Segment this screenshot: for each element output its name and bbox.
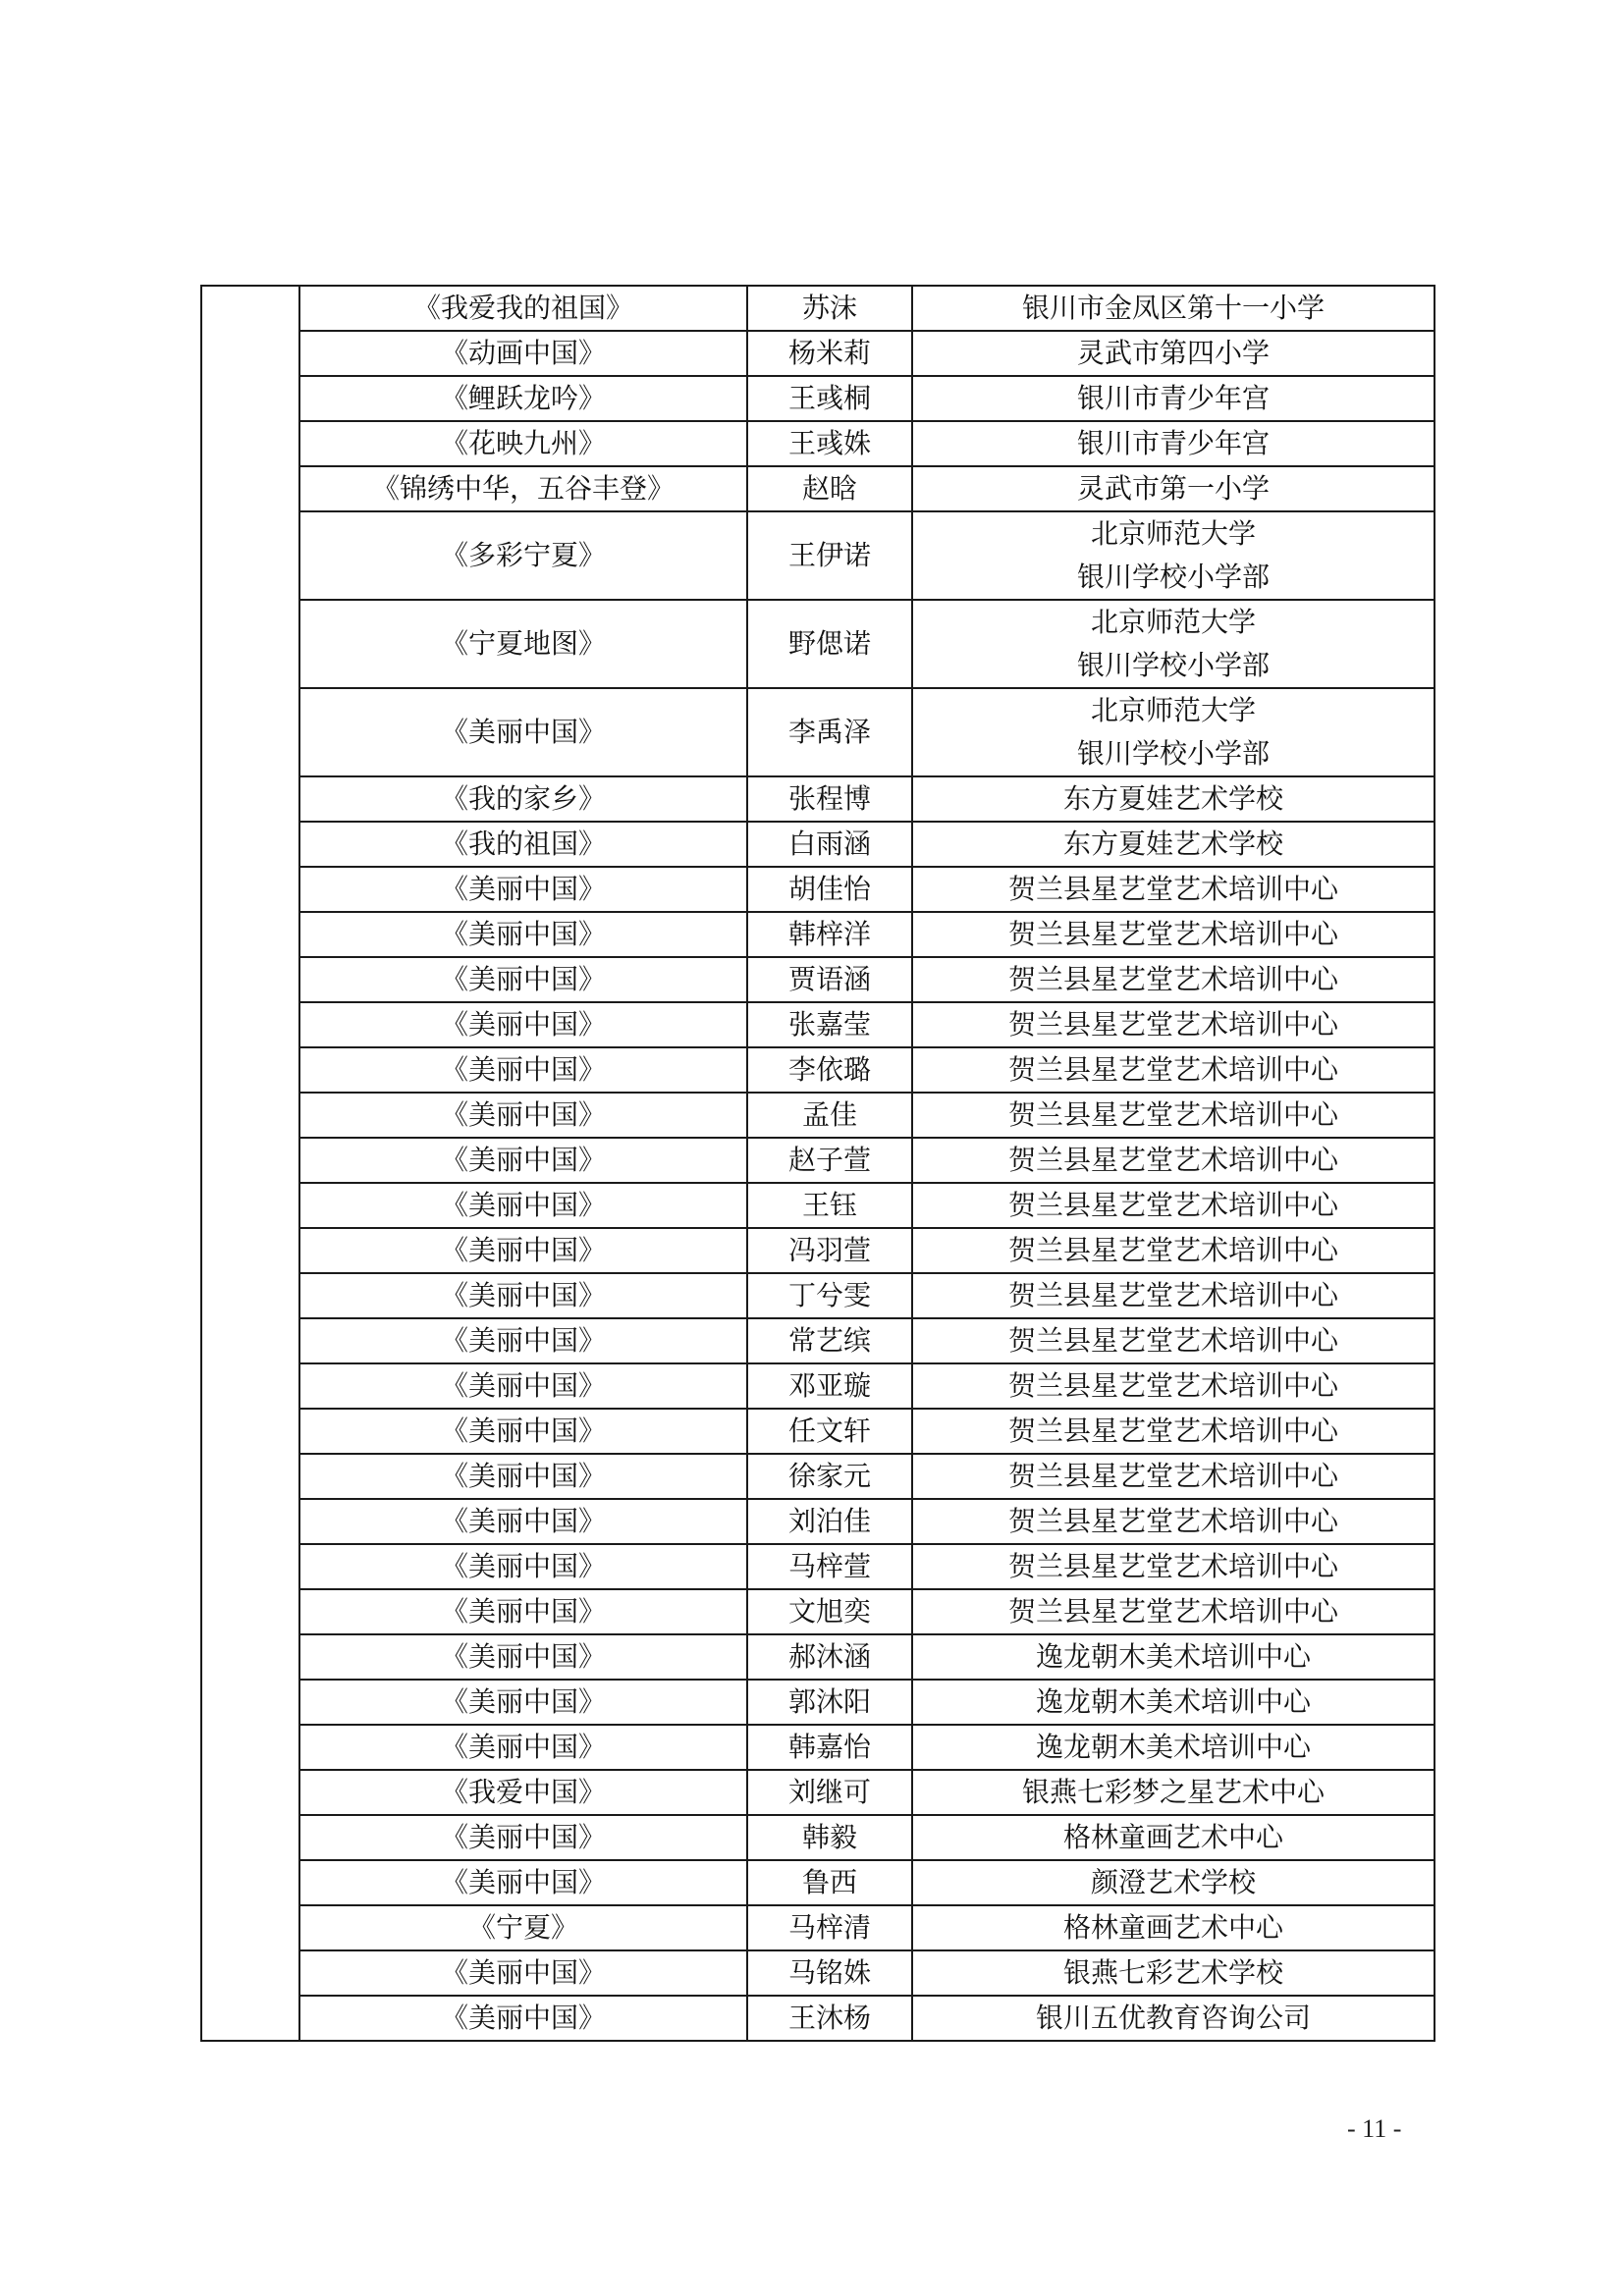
organization-cell [912,1138,1435,1183]
author-name-cell: 苏沫 [747,286,912,331]
work-title-cell: 《美丽中国》 [299,1409,747,1454]
organization-line: 银川市青少年宫 [1076,382,1270,414]
work-title-cell: 《美丽中国》 [299,957,747,1002]
organization-line: 东方夏娃艺术学校 [1062,828,1283,860]
table-row [201,1318,1435,1363]
table-row [201,912,1435,957]
author-name-cell: 李禹泽 [747,688,912,776]
table-row [201,1228,1435,1273]
organization-line: 东方夏娃艺术学校 [1062,782,1283,815]
organization-cell [912,1363,1435,1409]
organization-line: 贺兰县星艺堂艺术培训中心 [1007,1144,1338,1176]
table-row [201,1589,1435,1634]
author-name-cell: 赵晗 [747,466,912,511]
table-row [201,1138,1435,1183]
organization-cell [912,1905,1435,1950]
work-title-cell: 《美丽中国》 [299,1634,747,1680]
table-row [201,1047,1435,1093]
work-title-cell: 《多彩宁夏》 [299,511,747,600]
table-row [201,1905,1435,1950]
author-name-cell: 王彧姝 [747,421,912,466]
work-title-cell: 《美丽中国》 [299,1544,747,1589]
organization-line: 颜澄艺术学校 [1090,1866,1256,1898]
author-name-cell: 杨米莉 [747,331,912,376]
work-title-cell: 《动画中国》 [299,331,747,376]
work-title-cell: 《美丽中国》 [299,1273,747,1318]
organization-cell [912,1318,1435,1363]
table-row [201,1634,1435,1680]
organization-cell [912,1047,1435,1093]
organization-cell [912,1544,1435,1589]
author-name-cell: 王彧桐 [747,376,912,421]
table-row [201,421,1435,466]
organization-line: 银川市青少年宫 [1076,427,1270,459]
table-row [201,957,1435,1002]
work-title-cell: 《宁夏地图》 [299,600,747,688]
author-name-cell: 赵子萱 [747,1138,912,1183]
work-title-cell: 《美丽中国》 [299,1996,747,2041]
organization-cell [912,1183,1435,1228]
organization-cell [912,1499,1435,1544]
author-name-cell: 胡佳怡 [747,867,912,912]
table-row [201,286,1435,331]
table-row [201,1183,1435,1228]
author-name-cell: 鲁西 [747,1860,912,1905]
organization-cell [912,1273,1435,1318]
author-name-cell: 常艺缤 [747,1318,912,1363]
organization-line: 贺兰县星艺堂艺术培训中心 [1007,1279,1338,1311]
author-name-cell: 文旭奕 [747,1589,912,1634]
table-row [201,1002,1435,1047]
organization-line: 灵武市第四小学 [1076,337,1270,369]
table-row [201,1363,1435,1409]
author-name-cell: 马梓清 [747,1905,912,1950]
table-row [201,1680,1435,1725]
organization-line: 银燕七彩艺术学校 [1062,1956,1283,1989]
organization-line: 北京师范大学 [1090,694,1256,726]
work-title-cell: 《美丽中国》 [299,688,747,776]
table-body [201,286,1435,2041]
organization-line: 贺兰县星艺堂艺术培训中心 [1007,918,1338,950]
organization-line: 灵武市第一小学 [1076,472,1270,505]
organization-line: 格林童画艺术中心 [1062,1821,1283,1853]
work-title-cell: 《美丽中国》 [299,1228,747,1273]
work-title-cell: 《美丽中国》 [299,1680,747,1725]
author-name-cell: 任文轩 [747,1409,912,1454]
organization-line: 贺兰县星艺堂艺术培训中心 [1007,963,1338,995]
organization-line: 北京师范大学 [1090,517,1256,550]
work-title-cell: 《美丽中国》 [299,1002,747,1047]
organization-cell [912,1996,1435,2041]
organization-line: 贺兰县星艺堂艺术培训中心 [1007,1505,1338,1537]
award-list-table [200,285,1435,2042]
table-row [201,1499,1435,1544]
organization-cell [912,466,1435,511]
author-name-cell: 王沐杨 [747,1996,912,2041]
work-title-cell: 《美丽中国》 [299,1815,747,1860]
work-title-cell: 《美丽中国》 [299,1860,747,1905]
table-row [201,1409,1435,1454]
table-row [201,511,1435,600]
organization-cell [912,1093,1435,1138]
organization-cell [912,511,1435,600]
organization-line: 银川学校小学部 [1076,649,1270,681]
author-name-cell: 郝沐涵 [747,1634,912,1680]
organization-cell [912,912,1435,957]
organization-line: 银川市金凤区第十一小学 [1021,292,1325,324]
author-name-cell: 韩梓洋 [747,912,912,957]
work-title-cell: 《美丽中国》 [299,1499,747,1544]
organization-cell [912,1950,1435,1996]
author-name-cell: 马梓萱 [747,1544,912,1589]
work-title-cell: 《美丽中国》 [299,1047,747,1093]
table-row [201,376,1435,421]
table-row [201,867,1435,912]
organization-line: 银川五优教育咨询公司 [1035,2002,1311,2034]
organization-cell [912,1815,1435,1860]
table-row [201,1770,1435,1815]
organization-cell [912,1589,1435,1634]
organization-cell [912,331,1435,376]
work-title-cell: 《我的家乡》 [299,776,747,822]
work-title-cell: 《美丽中国》 [299,1725,747,1770]
organization-line: 银川学校小学部 [1076,737,1270,770]
organization-cell [912,776,1435,822]
organization-line: 逸龙朝木美术培训中心 [1035,1685,1311,1718]
author-name-cell: 韩嘉怡 [747,1725,912,1770]
author-name-cell: 郭沐阳 [747,1680,912,1725]
table-row [201,1996,1435,2041]
table-row [201,466,1435,511]
organization-line: 贺兰县星艺堂艺术培训中心 [1007,1415,1338,1447]
author-name-cell: 马铭姝 [747,1950,912,1996]
category-cell [201,286,299,2041]
organization-line: 逸龙朝木美术培训中心 [1035,1640,1311,1673]
organization-cell [912,376,1435,421]
author-name-cell: 丁兮雯 [747,1273,912,1318]
table-row [201,1860,1435,1905]
table-row [201,822,1435,867]
work-title-cell: 《我爱我的祖国》 [299,286,747,331]
author-name-cell: 冯羽萱 [747,1228,912,1273]
table-row [201,600,1435,688]
organization-cell [912,1680,1435,1725]
organization-cell [912,1002,1435,1047]
organization-cell [912,1725,1435,1770]
organization-cell [912,1770,1435,1815]
table-row [201,688,1435,776]
organization-line: 贺兰县星艺堂艺术培训中心 [1007,1550,1338,1582]
organization-line: 格林童画艺术中心 [1062,1911,1283,1944]
organization-line: 贺兰县星艺堂艺术培训中心 [1007,873,1338,905]
work-title-cell: 《美丽中国》 [299,1183,747,1228]
work-title-cell: 《鲤跃龙吟》 [299,376,747,421]
organization-line: 贺兰县星艺堂艺术培训中心 [1007,1460,1338,1492]
organization-line: 贺兰县星艺堂艺术培训中心 [1007,1369,1338,1402]
author-name-cell: 张嘉莹 [747,1002,912,1047]
work-title-cell: 《美丽中国》 [299,867,747,912]
author-name-cell: 徐家元 [747,1454,912,1499]
organization-cell [912,957,1435,1002]
author-name-cell: 贾语涵 [747,957,912,1002]
organization-cell [912,286,1435,331]
organization-cell [912,1409,1435,1454]
organization-line: 银川学校小学部 [1076,561,1270,593]
author-name-cell: 刘继可 [747,1770,912,1815]
table-row [201,776,1435,822]
organization-line: 贺兰县星艺堂艺术培训中心 [1007,1189,1338,1221]
table-row [201,1093,1435,1138]
author-name-cell: 孟佳 [747,1093,912,1138]
author-name-cell: 王钰 [747,1183,912,1228]
organization-line: 贺兰县星艺堂艺术培训中心 [1007,1008,1338,1041]
work-title-cell: 《我爱中国》 [299,1770,747,1815]
organization-line: 北京师范大学 [1090,606,1256,638]
author-name-cell: 野偲诺 [747,600,912,688]
work-title-cell: 《美丽中国》 [299,1363,747,1409]
organization-line: 银燕七彩梦之星艺术中心 [1021,1776,1325,1808]
work-title-cell: 《宁夏》 [299,1905,747,1950]
organization-cell [912,1228,1435,1273]
organization-cell [912,600,1435,688]
author-name-cell: 韩毅 [747,1815,912,1860]
work-title-cell: 《我的祖国》 [299,822,747,867]
work-title-cell: 《锦绣中华，五谷丰登》 [299,466,747,511]
organization-cell [912,822,1435,867]
organization-line: 贺兰县星艺堂艺术培训中心 [1007,1324,1338,1357]
author-name-cell: 刘泊佳 [747,1499,912,1544]
table-row [201,1950,1435,1996]
work-title-cell: 《美丽中国》 [299,1454,747,1499]
work-title-cell: 《花映九州》 [299,421,747,466]
organization-cell [912,1454,1435,1499]
table-row [201,1273,1435,1318]
author-name-cell: 王伊诺 [747,511,912,600]
table-row [201,1725,1435,1770]
table-row [201,1544,1435,1589]
author-name-cell: 白雨涵 [747,822,912,867]
organization-line: 逸龙朝木美术培训中心 [1035,1731,1311,1763]
work-title-cell: 《美丽中国》 [299,1589,747,1634]
organization-cell [912,1860,1435,1905]
organization-line: 贺兰县星艺堂艺术培训中心 [1007,1098,1338,1131]
organization-cell [912,1634,1435,1680]
page-number: - 11 - [1347,2114,1402,2143]
organization-line: 贺兰县星艺堂艺术培训中心 [1007,1595,1338,1628]
work-title-cell: 《美丽中国》 [299,1138,747,1183]
work-title-cell: 《美丽中国》 [299,912,747,957]
organization-cell [912,867,1435,912]
author-name-cell: 张程博 [747,776,912,822]
table-row [201,331,1435,376]
organization-line: 贺兰县星艺堂艺术培训中心 [1007,1234,1338,1266]
organization-cell [912,688,1435,776]
author-name-cell: 李依璐 [747,1047,912,1093]
work-title-cell: 《美丽中国》 [299,1318,747,1363]
author-name-cell: 邓亚璇 [747,1363,912,1409]
table-row [201,1454,1435,1499]
organization-cell [912,421,1435,466]
organization-line: 贺兰县星艺堂艺术培训中心 [1007,1053,1338,1086]
table-row [201,1815,1435,1860]
work-title-cell: 《美丽中国》 [299,1093,747,1138]
work-title-cell: 《美丽中国》 [299,1950,747,1996]
